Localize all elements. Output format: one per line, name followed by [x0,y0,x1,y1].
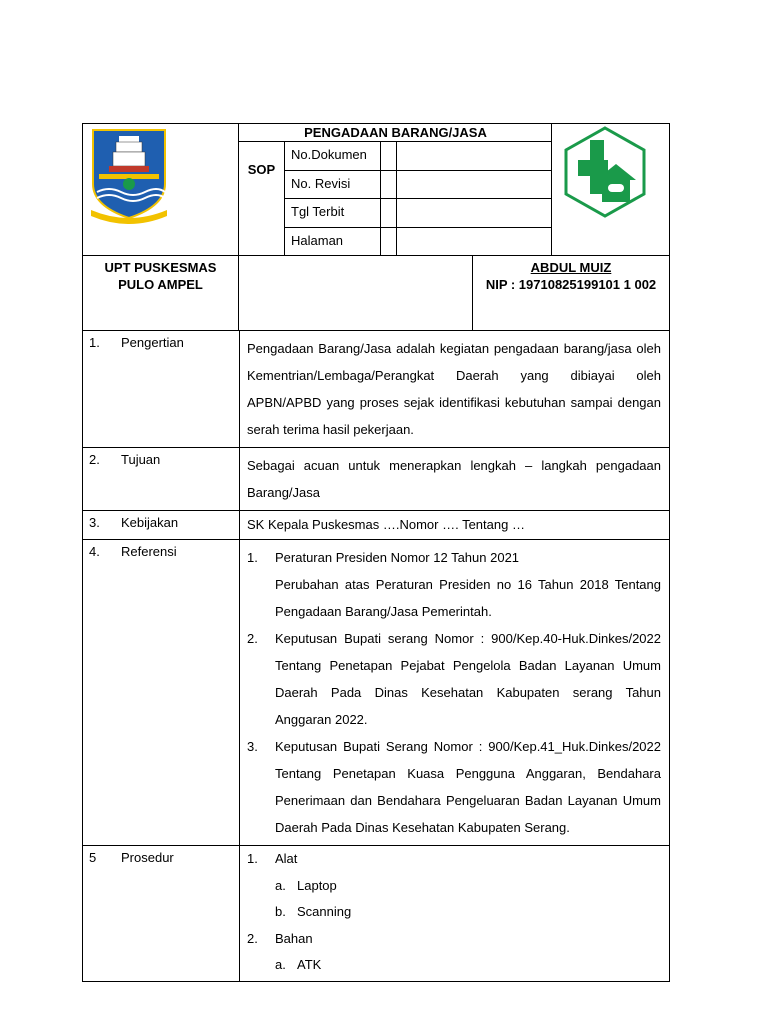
section-referensi [82,540,670,846]
sub-item-text: Laptop [297,877,337,893]
signature-area [239,256,473,330]
meta-row-halaman [285,228,552,257]
section-label: Prosedur [121,850,174,865]
sub-item-letter: b. [275,904,286,919]
meta-row-no-revisi [285,171,552,200]
section-label: Referensi [121,544,177,559]
item-number: 1. [247,550,258,565]
section-number: 4. [89,544,100,559]
meta-row-no-dokumen [285,142,552,171]
signatory [473,256,669,333]
section-label: Pengertian [121,335,184,350]
organization-name [83,256,239,330]
meta-key: Tgl Terbit [285,199,381,227]
section-content: Pengadaan Barang/Jasa adalah kegiatan pengadaan barang/jasa oleh Kementrian/Lembaga/Perangkat Daerah yang dibiayai oleh APBN/APBD yang proses sejak identifikasi kebutuhan sampai dengan serah terima hasil pekerjaan. [239,331,669,447]
header-block [82,123,670,255]
item-number: 2. [247,930,258,946]
meta-sep [381,142,397,170]
reference-item [247,733,661,841]
meta-value [397,171,552,199]
section-kebijakan [82,511,670,540]
title-meta-cell [239,124,552,256]
section-tujuan [82,448,670,511]
meta-value [397,199,552,227]
item-number: 1. [247,851,258,866]
item-continuation: Perubahan atas Peraturan Presiden no 16 Tahun 2018 Tentang Pengadaan Barang/Jasa Pemerintah. [275,577,661,619]
reference-item [247,625,661,733]
section-number: 3. [89,515,100,530]
sub-item [247,899,661,926]
sub-item-letter: a. [275,877,286,893]
sub-item-letter: a. [275,957,286,972]
section-content [239,846,669,981]
section-label: Kebijakan [121,515,179,530]
regency-logo-cell [83,124,239,256]
section-number: 1. [89,335,100,350]
meta-key: No. Revisi [285,171,381,199]
section-number: 2. [89,452,100,467]
item-number: 3. [247,739,258,754]
section-content: Sebagai acuan untuk menerapkan lengkah – langkah pengadaan Barang/Jasa [239,448,669,510]
meta-sep [381,199,397,227]
procedure-item-alat [247,846,661,873]
procedure-item-bahan [247,926,661,953]
meta-key: Halaman [285,228,381,257]
sub-item-text: ATK [297,957,322,972]
regency-emblem-icon [89,126,169,226]
item-number: 2. [247,631,258,646]
section-label: Tujuan [121,452,161,467]
section-content [239,540,669,845]
sub-item [247,952,661,979]
puskesmas-logo-cell [552,124,670,256]
document-title: PENGADAAN BARANG/JASA [239,124,552,142]
sop-document [82,123,670,982]
meta-sep [381,228,397,257]
item-text: Alat [275,851,298,866]
signatory-name: ABDUL MUIZ [530,260,612,275]
meta-value [397,228,552,257]
sub-item-text: Scanning [297,904,352,919]
org-line-1: UPT PUSKESMAS [104,260,217,275]
org-line-2: PULO AMPEL [118,277,203,292]
meta-value [397,142,552,170]
signatory-nip: NIP : 19710825199101 1 002 [485,277,657,292]
item-text: Peraturan Presiden Nomor 12 Tahun 2021 [275,550,520,565]
reference-item [247,544,661,571]
meta-row-tgl-terbit [285,199,552,228]
item-text: Bahan [275,930,313,946]
item-text: Keputusan Bupati serang Nomor : 900/Kep.40-Huk.Dinkes/2022 Tentang Penetapan Pejabat Pengelola Badan Layanan Umum Daerah Pada Dinas Kesehatan Kabupaten serang Tahun Anggaran 2022. [275,631,661,727]
section-content: SK Kepala Puskesmas ….Nomor …. Tentang … [239,511,669,539]
section-pengertian [82,331,670,448]
item-text: Keputusan Bupati Serang Nomor : 900/Kep.41_Huk.Dinkes/2022 Tentang Penetapan Kuasa Pengguna Anggaran, Bendahara Penerimaan dan Bendahara Pengeluaran Badan Layanan Umum Daerah Pada Dinas Kesehatan Kabupaten Serang. [275,739,661,835]
meta-sep [381,171,397,199]
section-number: 5 [89,850,97,865]
meta-key: No.Dokumen [285,142,381,170]
sop-label: SOP [239,142,285,256]
puskesmas-logo-icon [560,126,650,218]
section-prosedur [82,846,670,982]
signature-block [82,255,670,331]
sub-item [247,873,661,900]
